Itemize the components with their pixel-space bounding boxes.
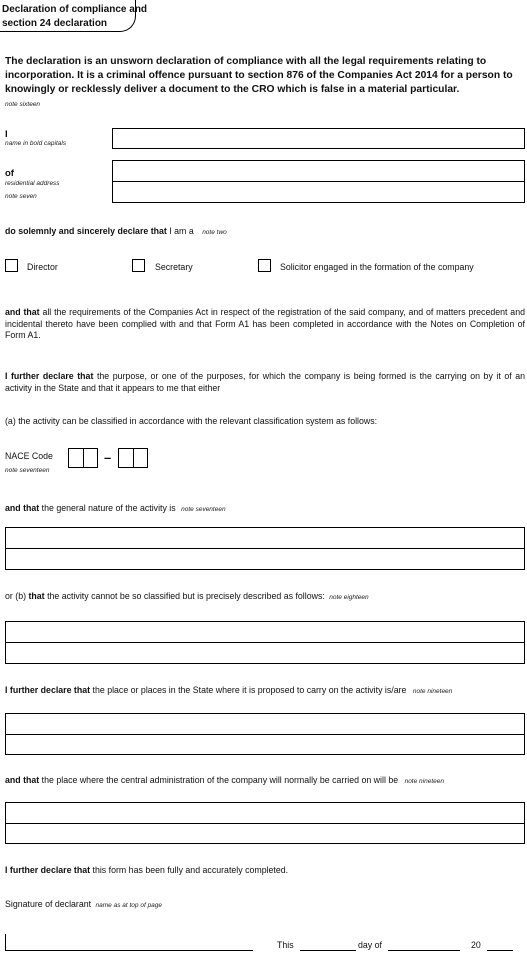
central-admin-field-line2[interactable]	[5, 823, 525, 844]
nace-code-part1[interactable]	[68, 448, 98, 468]
general-nature-note: note seventeen	[181, 506, 226, 513]
completed-bold: I further declare that	[5, 865, 91, 875]
description-field-line2[interactable]	[5, 642, 525, 664]
option-b-text: the activity cannot be so classified but is precisely described as follows:	[47, 591, 325, 601]
central-admin-field-line1[interactable]	[5, 802, 525, 824]
places-note: note nineteen	[412, 688, 453, 695]
declare-text: I am a	[169, 226, 194, 236]
places-field-line1[interactable]	[5, 713, 525, 735]
description-field-line1[interactable]	[5, 621, 525, 643]
places-field-line2[interactable]	[5, 734, 525, 755]
compliance-text: all the requirements of the Companies Act in respect of the registration of the said company, and of matters precedent and incidental thereto have been complied with and that Form A1 has been completed in accordance with the Notes on Completion of Form A1.	[5, 307, 525, 340]
form-title	[2, 3, 147, 31]
nace-code-part2[interactable]	[118, 448, 148, 468]
form-title-line1: Declaration of compliance and	[2, 4, 148, 15]
secretary-label: Secretary	[155, 262, 193, 272]
date-this-label: This	[277, 940, 294, 950]
nace-note: note seventeen	[5, 467, 50, 474]
general-nature-field-line2[interactable]	[5, 548, 525, 570]
compliance-bold: and that	[5, 307, 40, 317]
general-nature-text: the general nature of the activity is	[41, 503, 176, 513]
purpose-paragraph	[5, 371, 525, 394]
signature-label: Signature of declarant	[5, 899, 92, 909]
solicitor-label: Solicitor engaged in the formation of the company	[280, 262, 474, 272]
signature-line-label	[5, 899, 162, 912]
declare-bold: do solemnly and sincerely declare that	[5, 226, 167, 236]
date-year-prefix: 20	[471, 940, 481, 950]
address-field-line2[interactable]	[112, 181, 525, 203]
secretary-checkbox[interactable]	[132, 259, 145, 272]
central-admin-text: the place where the central administration of the company will normally be carried on will be	[41, 775, 399, 785]
option-a-text: (a) the activity can be classified in accordance with the relevant classification system as follows:	[5, 416, 378, 426]
places-text: the place or places in the State where it is proposed to carry on the activity is/are	[92, 685, 407, 695]
date-year-field[interactable]	[487, 950, 513, 951]
address-label: of	[5, 168, 14, 179]
signature-field[interactable]	[5, 950, 253, 951]
purpose-text: the purpose, or one of the purposes, for which the company is being formed is the carrying on by it of an activity in the State and that it appears to me that either	[5, 371, 526, 393]
central-admin-bold: and that	[5, 775, 40, 785]
director-checkbox[interactable]	[5, 259, 18, 272]
signature-note: name as at top of page	[95, 902, 163, 909]
places-line	[5, 685, 452, 698]
declare-note: note two	[202, 229, 227, 236]
date-dayof-label: day of	[358, 940, 382, 950]
option-b-prefix: or (b)	[5, 591, 27, 601]
name-label: I	[5, 129, 8, 140]
intro-note: note sixteen	[5, 101, 41, 108]
option-b-line	[5, 591, 369, 604]
nace-dash: –	[104, 450, 112, 465]
nace-label: NACE Code	[5, 451, 53, 461]
signature-field-edge	[5, 934, 6, 951]
central-admin-line	[5, 775, 444, 788]
compliance-paragraph	[5, 307, 525, 342]
name-note: name in bold capitals	[5, 140, 67, 147]
address-field-line1[interactable]	[112, 160, 525, 182]
form-title-line2: section 24 declaration	[2, 18, 108, 29]
declare-line	[5, 226, 227, 239]
solicitor-checkbox[interactable]	[258, 259, 271, 272]
purpose-bold: I further declare that	[5, 371, 94, 381]
general-nature-field-line1[interactable]	[5, 527, 525, 549]
name-field[interactable]	[112, 128, 525, 149]
general-nature-bold: and that	[5, 503, 40, 513]
option-b-note: note eighteen	[329, 594, 369, 601]
date-month-field[interactable]	[388, 950, 460, 951]
intro-paragraph: The declaration is an unsworn declaration of compliance with all the legal requirements relating to incorporation. It is a criminal offence pursuant to section 876 of the Companies Act 2014 for a person to knowingly or recklessly deliver a document to the CRO which is false in a material particular.	[5, 56, 513, 95]
date-day-field[interactable]	[300, 950, 356, 951]
general-nature-line	[5, 503, 226, 516]
central-admin-note: note nineteen	[404, 778, 444, 785]
director-label: Director	[27, 262, 58, 272]
option-b-bold: that	[28, 591, 45, 601]
places-bold: I further declare that	[5, 685, 91, 695]
completed-text: this form has been fully and accurately completed.	[92, 865, 289, 875]
completed-line	[5, 865, 288, 877]
address-note-ref: note seven	[5, 193, 37, 200]
address-note: residential address	[5, 180, 60, 187]
